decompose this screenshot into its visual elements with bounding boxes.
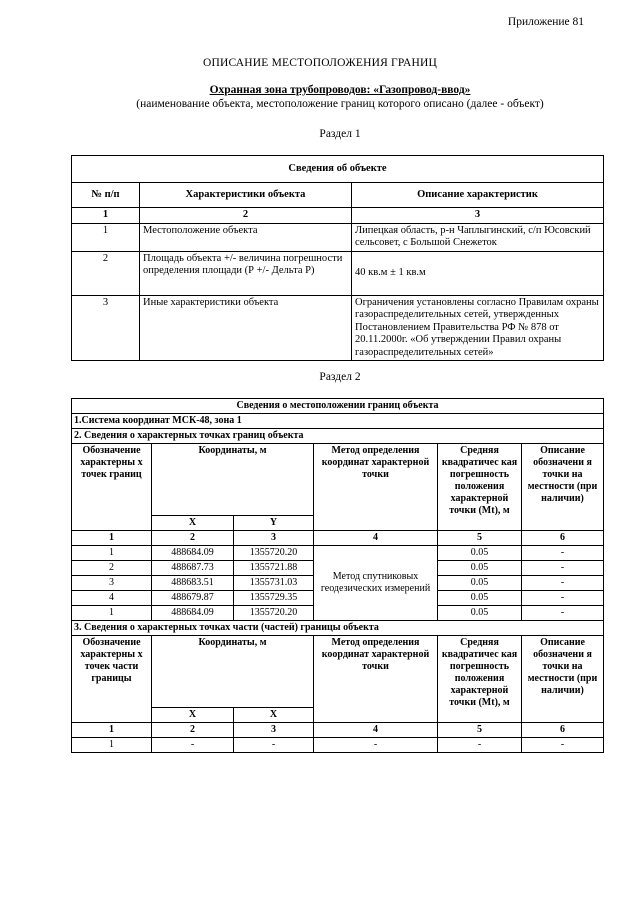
header-point-description: Описание обозначени я точки на местности (при наличии) [522,444,604,531]
point-x: 488684.09 [152,606,234,621]
part-point-y: - [234,738,314,753]
header-point-description: Описание обозначени я точки на местности (при наличии) [522,636,604,723]
header-method: Метод определения координат характерной точки [314,444,438,531]
row-characteristic: Иные характеристики объекта [140,295,352,361]
part-point-id: 1 [72,738,152,753]
part-point-description: - [522,738,604,753]
col-number: 2 [152,531,234,546]
point-y: 1355720.20 [234,546,314,561]
header-coordinates: Координаты, м [152,636,314,708]
point-y: 1355729.35 [234,591,314,606]
object-name: Охранная зона трубопроводов: «Газопровод-ввод» [209,84,471,96]
coordinate-system: 1.Система координат МСК-48, зона 1 [72,414,604,429]
row-number: 3 [72,295,140,361]
object-info-table [71,155,604,361]
col-number: 6 [522,531,604,546]
header-designation: Обозначение характерны х точек границ [72,444,152,531]
point-method: Метод спутниковых геодезических измерений [314,546,438,621]
object-info-title: Сведения об объекте [72,156,604,183]
point-x: 488679.87 [152,591,234,606]
row-description: 40 кв.м ± 1 кв.м [352,251,604,295]
col-number: 1 [72,723,152,738]
point-accuracy: 0.05 [438,546,522,561]
col-header-number: № п/п [72,183,140,208]
point-description: - [522,546,604,561]
header-accuracy: Средняя квадратичес кая погрешность положения характерной точки (Mt), м [438,444,522,531]
point-description: - [522,561,604,576]
header-y: Y [234,516,314,531]
header-designation-part: Обозначение характерны х точек части границы [72,636,152,723]
point-id: 4 [72,591,152,606]
section-1-label: Раздел 1 [319,128,361,140]
col-number: 4 [314,531,438,546]
annex-label: Приложение 81 [507,16,584,28]
point-description: - [522,591,604,606]
point-description: - [522,576,604,591]
point-y: 1355720.20 [234,606,314,621]
row-description: Ограничения установлены согласно Правилам охраны газораспределительных сетей, утвержденных Постановлением Правительства РФ № 878 от 20.11.2000г. «Об утверждении Правил охраны газораспределительных сетей» [352,295,604,361]
header-method: Метод определения координат характерной точки [314,636,438,723]
col-number: 3 [234,531,314,546]
header-x: X [234,708,314,723]
col-number: 3 [352,208,604,224]
row-description: Липецкая область, р-н Чаплыгинский, с/п Юсовский сельсовет, с Большой Снежеток [352,223,604,251]
point-y: 1355731.03 [234,576,314,591]
point-x: 488683.51 [152,576,234,591]
header-accuracy: Средняя квадратичес кая погрешность положения характерной точки (Mt), м [438,636,522,723]
col-header-description: Описание характеристик [352,183,604,208]
col-header-characteristic: Характеристики объекта [140,183,352,208]
boundary-table [71,398,604,753]
table-row [72,546,604,561]
point-accuracy: 0.05 [438,591,522,606]
header-coordinates: Координаты, м [152,444,314,516]
point-x: 488684.09 [152,546,234,561]
part-point-accuracy: - [438,738,522,753]
row-characteristic: Площадь объекта +/- величина погрешности определения площади (Р +/- Дельта Р) [140,251,352,295]
table-row [72,738,604,753]
table-row [72,295,604,361]
subsection-points-title: 2. Сведения о характерных точках границ объекта [72,429,604,444]
col-number: 1 [72,208,140,224]
point-accuracy: 0.05 [438,576,522,591]
point-id: 3 [72,576,152,591]
header-x: X [152,516,234,531]
table-row [72,251,604,295]
section-2-label: Раздел 2 [319,371,361,383]
row-number: 1 [72,223,140,251]
row-characteristic: Местоположение объекта [140,223,352,251]
point-accuracy: 0.05 [438,606,522,621]
col-number: 5 [438,531,522,546]
col-number: 2 [152,723,234,738]
col-number: 1 [72,531,152,546]
point-description: - [522,606,604,621]
header-x: X [152,708,234,723]
point-id: 1 [72,606,152,621]
boundary-table-title: Сведения о местоположении границ объекта [72,399,604,414]
point-id: 1 [72,546,152,561]
part-point-method: - [314,738,438,753]
page-title: ОПИСАНИЕ МЕСТОПОЛОЖЕНИЯ ГРАНИЦ [202,57,438,69]
point-accuracy: 0.05 [438,561,522,576]
part-point-x: - [152,738,234,753]
object-description: (наименование объекта, местоположение границ которого описано (далее - объект) [136,98,544,110]
point-x: 488687.73 [152,561,234,576]
subsection-part-points-title: 3. Сведения о характерных точках части (частей) границы объекта [72,621,604,636]
col-number: 3 [234,723,314,738]
point-id: 2 [72,561,152,576]
col-number: 6 [522,723,604,738]
col-number: 4 [314,723,438,738]
table-row [72,223,604,251]
row-number: 2 [72,251,140,295]
col-number: 5 [438,723,522,738]
point-y: 1355721.88 [234,561,314,576]
col-number: 2 [140,208,352,224]
